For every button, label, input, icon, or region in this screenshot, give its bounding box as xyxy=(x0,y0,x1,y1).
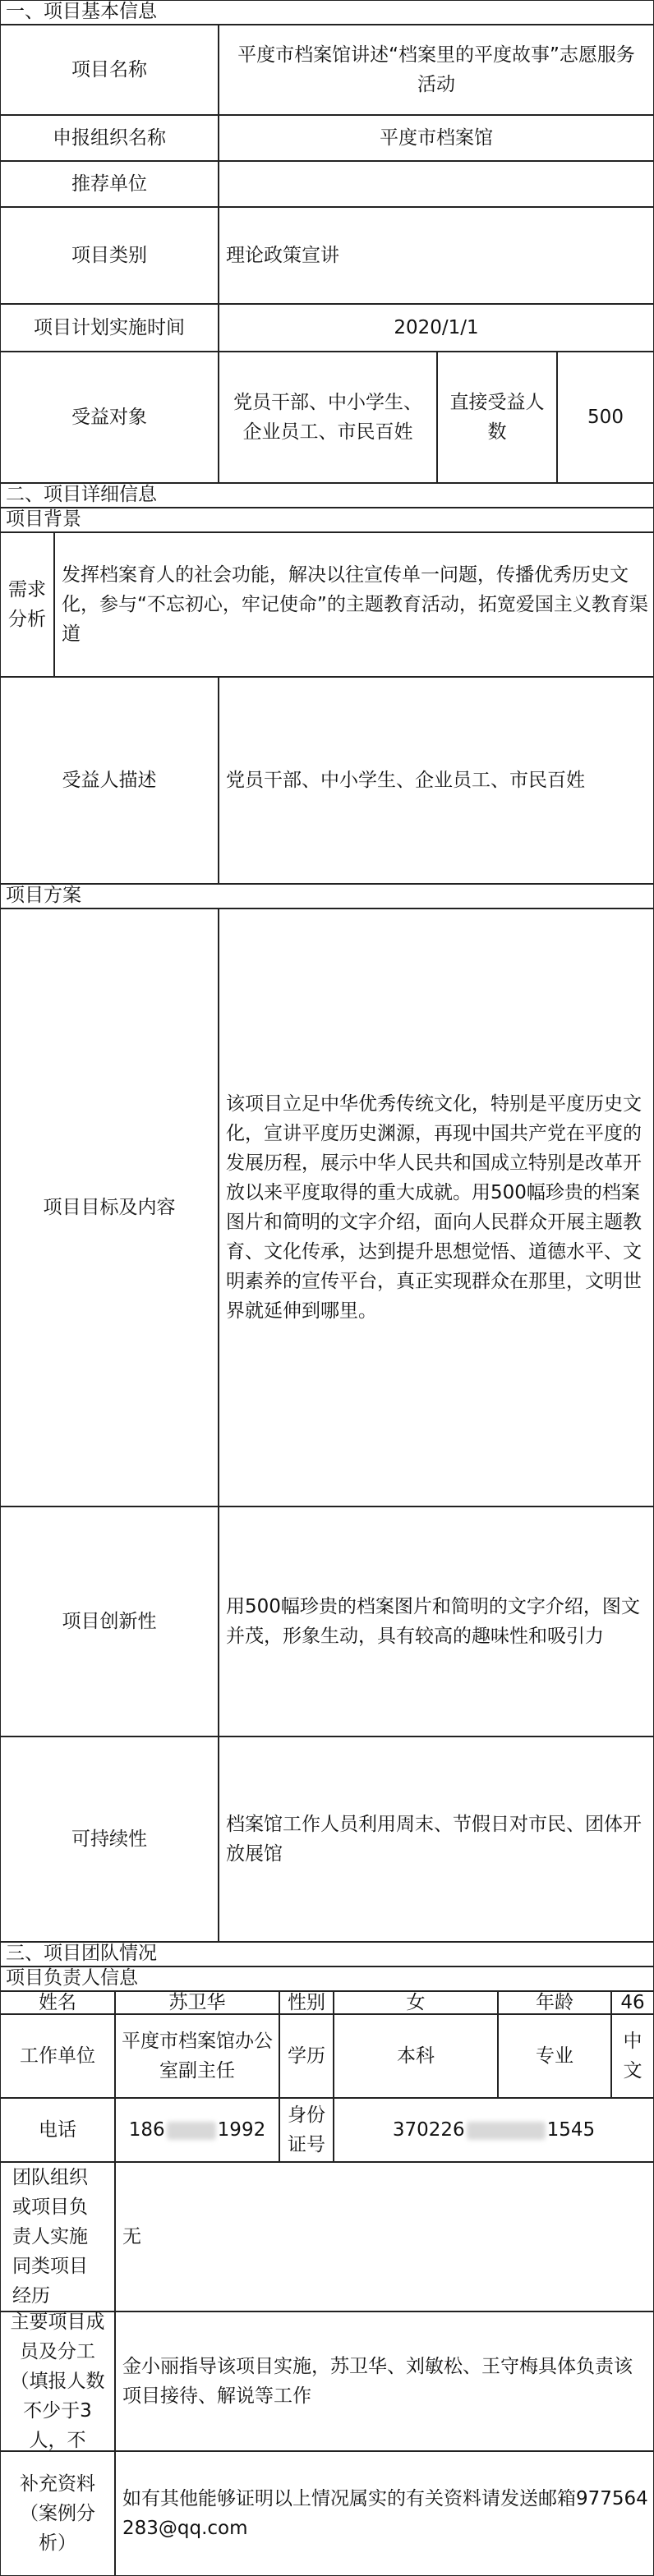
age-label-text: 年龄 xyxy=(536,1992,573,2013)
name-label-text: 姓名 xyxy=(39,1992,76,2013)
edu-value-text: 本科 xyxy=(397,2045,435,2067)
gender-label xyxy=(279,1991,334,2014)
redacted-blur-icon xyxy=(167,2122,216,2140)
background-header xyxy=(0,508,654,532)
direct-label xyxy=(437,352,557,483)
category-value-text: 理论政策宣讲 xyxy=(226,245,339,266)
edu-value xyxy=(334,2014,498,2098)
need-label xyxy=(0,532,54,677)
section-2-title: 二、项目详细信息 xyxy=(6,484,157,505)
desc-value-text: 党员干部、中小学生、企业员工、市民百姓 xyxy=(226,770,585,791)
id-label xyxy=(279,2098,334,2162)
members-value-text: 金小丽指导该项目实施，苏卫华、刘敏松、王守梅具体负责该项目接待、解说等工作 xyxy=(122,2356,633,2407)
sustain-label-text: 可持续性 xyxy=(71,1828,147,1850)
time-label xyxy=(0,304,219,352)
exp-value xyxy=(115,2162,654,2312)
innov-label-text: 项目创新性 xyxy=(62,1611,157,1632)
gender-value xyxy=(334,1991,498,2014)
leader-header-text: 项目负责人信息 xyxy=(6,1967,138,1989)
age-value xyxy=(611,1991,654,2014)
section-1-header xyxy=(0,0,654,25)
phone-label-text: 电话 xyxy=(39,2119,76,2141)
extra-label-text: 补充资料（案例分析） xyxy=(20,2473,95,2554)
extra-value-text: 如有其他能够证明以上情况属实的有关资料请发送邮箱977564283@qq.com xyxy=(122,2488,648,2539)
name-value xyxy=(115,1991,279,2014)
plan-header xyxy=(0,884,654,908)
time-value-text: 2020/1/1 xyxy=(394,317,479,338)
beneficiary-label xyxy=(0,352,219,483)
direct-value xyxy=(557,352,654,483)
goal-value xyxy=(219,908,654,1506)
major-label-text: 专业 xyxy=(536,2045,573,2067)
plan-header-text: 项目方案 xyxy=(6,885,81,906)
id-prefix: 370226 xyxy=(392,2119,465,2141)
name-label xyxy=(0,1991,115,2014)
gender-label-text: 性别 xyxy=(288,1992,325,2013)
section-1-title: 一、项目基本信息 xyxy=(6,1,157,22)
need-value xyxy=(54,532,654,677)
org-label xyxy=(0,115,219,161)
need-value-text: 发挥档案育人的社会功能，解决以往宣传单一问题，传播优秀历史文化，参与“不忘初心，牢记使命”的主题教育活动，拓宽爱国主义教育渠道 xyxy=(62,564,648,645)
category-label xyxy=(0,207,219,304)
goal-label xyxy=(0,908,219,1506)
major-label xyxy=(498,2014,611,2098)
sustain-value xyxy=(219,1736,654,1942)
work-value xyxy=(115,2014,279,2098)
desc-label xyxy=(0,677,219,884)
section-3-header xyxy=(0,1942,654,1966)
gender-value-text: 女 xyxy=(406,1992,426,2013)
work-label xyxy=(0,2014,115,2098)
desc-label-text: 受益人描述 xyxy=(62,770,157,791)
recommend-label xyxy=(0,161,219,207)
phone-label xyxy=(0,2098,115,2162)
section-3-title: 三、项目团队情况 xyxy=(6,1943,157,1964)
direct-label-text: 直接受益人数 xyxy=(449,392,545,443)
innov-label xyxy=(0,1506,219,1736)
age-value-text: 46 xyxy=(620,1992,645,2013)
org-value-text: 平度市档案馆 xyxy=(380,127,493,149)
sustain-value-text: 档案馆工作人员利用周末、节假日对市民、团体开放展馆 xyxy=(226,1814,642,1865)
id-value-text xyxy=(393,2115,595,2145)
goal-label-text: 项目目标及内容 xyxy=(43,1197,176,1218)
work-label-text: 工作单位 xyxy=(20,2045,95,2067)
edu-label-text: 学历 xyxy=(288,2045,325,2067)
section-2-header xyxy=(0,483,654,508)
age-label xyxy=(498,1991,611,2014)
innov-value-text: 用500幅珍贵的档案图片和简明的文字介绍，图文并茂，形象生动，具有较高的趣味性和吸引力 xyxy=(226,1596,640,1647)
exp-label xyxy=(0,2162,115,2312)
recommend-label-text: 推荐单位 xyxy=(71,173,147,195)
time-label-text: 项目计划实施时间 xyxy=(34,317,185,338)
extra-label xyxy=(0,2451,115,2576)
id-suffix: 1545 xyxy=(546,2119,596,2141)
id-value xyxy=(334,2098,654,2162)
exp-label-text: 团队组织或项目负责人实施同类项目经历 xyxy=(12,2167,88,2307)
project-name-value-text: 平度市档案馆讲述“档案里的平度故事”志愿服务活动 xyxy=(237,44,635,95)
phone-suffix: 1992 xyxy=(217,2119,266,2141)
time-value xyxy=(219,304,654,352)
beneficiary-value xyxy=(219,352,437,483)
phone-value xyxy=(115,2098,279,2162)
members-label xyxy=(0,2312,115,2451)
work-value-text: 平度市档案馆办公室副主任 xyxy=(122,2031,273,2082)
members-value xyxy=(115,2312,654,2451)
sustain-label xyxy=(0,1736,219,1942)
name-value-text: 苏卫华 xyxy=(168,1992,226,2013)
org-value xyxy=(219,115,654,161)
extra-value xyxy=(115,2451,654,2576)
major-value-text: 中文 xyxy=(623,2031,642,2082)
beneficiary-value-text: 党员干部、中小学生、企业员工、市民百姓 xyxy=(233,392,422,443)
innov-value xyxy=(219,1506,654,1736)
desc-value xyxy=(219,677,654,884)
edu-label xyxy=(279,2014,334,2098)
goal-value-text: 该项目立足中华优秀传统文化，特别是平度历史文化，宣讲平度历史渊源，再现中国共产党在平度的发展历程，展示中华人民共和国成立特别是改革开放以来平度取得的重大成就。用500幅珍贵的档案图片和简明的文字介绍，面向人民群众开展主题教育、文化传承，达到提升思想觉悟、道德水平、文明素养的宣传平台，真正实现群众在那里，文明世界就延伸到哪里。 xyxy=(226,1093,642,1322)
need-label-text: 需求分析 xyxy=(8,579,46,630)
phone-value-text xyxy=(129,2115,265,2145)
exp-value-text: 无 xyxy=(122,2226,141,2247)
project-name-label-text: 项目名称 xyxy=(71,59,147,80)
org-label-text: 申报组织名称 xyxy=(53,127,166,149)
members-label-text: 主要项目成员及分工（填报人数不少于3人，不 xyxy=(10,2312,105,2451)
recommend-value xyxy=(219,161,654,207)
direct-value-text: 500 xyxy=(587,407,624,428)
id-label-text: 身份证号 xyxy=(288,2104,325,2155)
project-name-label xyxy=(0,25,219,115)
category-label-text: 项目类别 xyxy=(71,245,147,266)
background-header-text: 项目背景 xyxy=(6,508,81,530)
phone-prefix: 186 xyxy=(128,2119,165,2141)
redacted-blur-icon xyxy=(467,2122,546,2140)
major-value xyxy=(611,2014,654,2098)
beneficiary-label-text: 受益对象 xyxy=(71,407,147,428)
leader-header xyxy=(0,1966,654,1991)
project-name-value xyxy=(219,25,654,115)
category-value xyxy=(219,207,654,304)
